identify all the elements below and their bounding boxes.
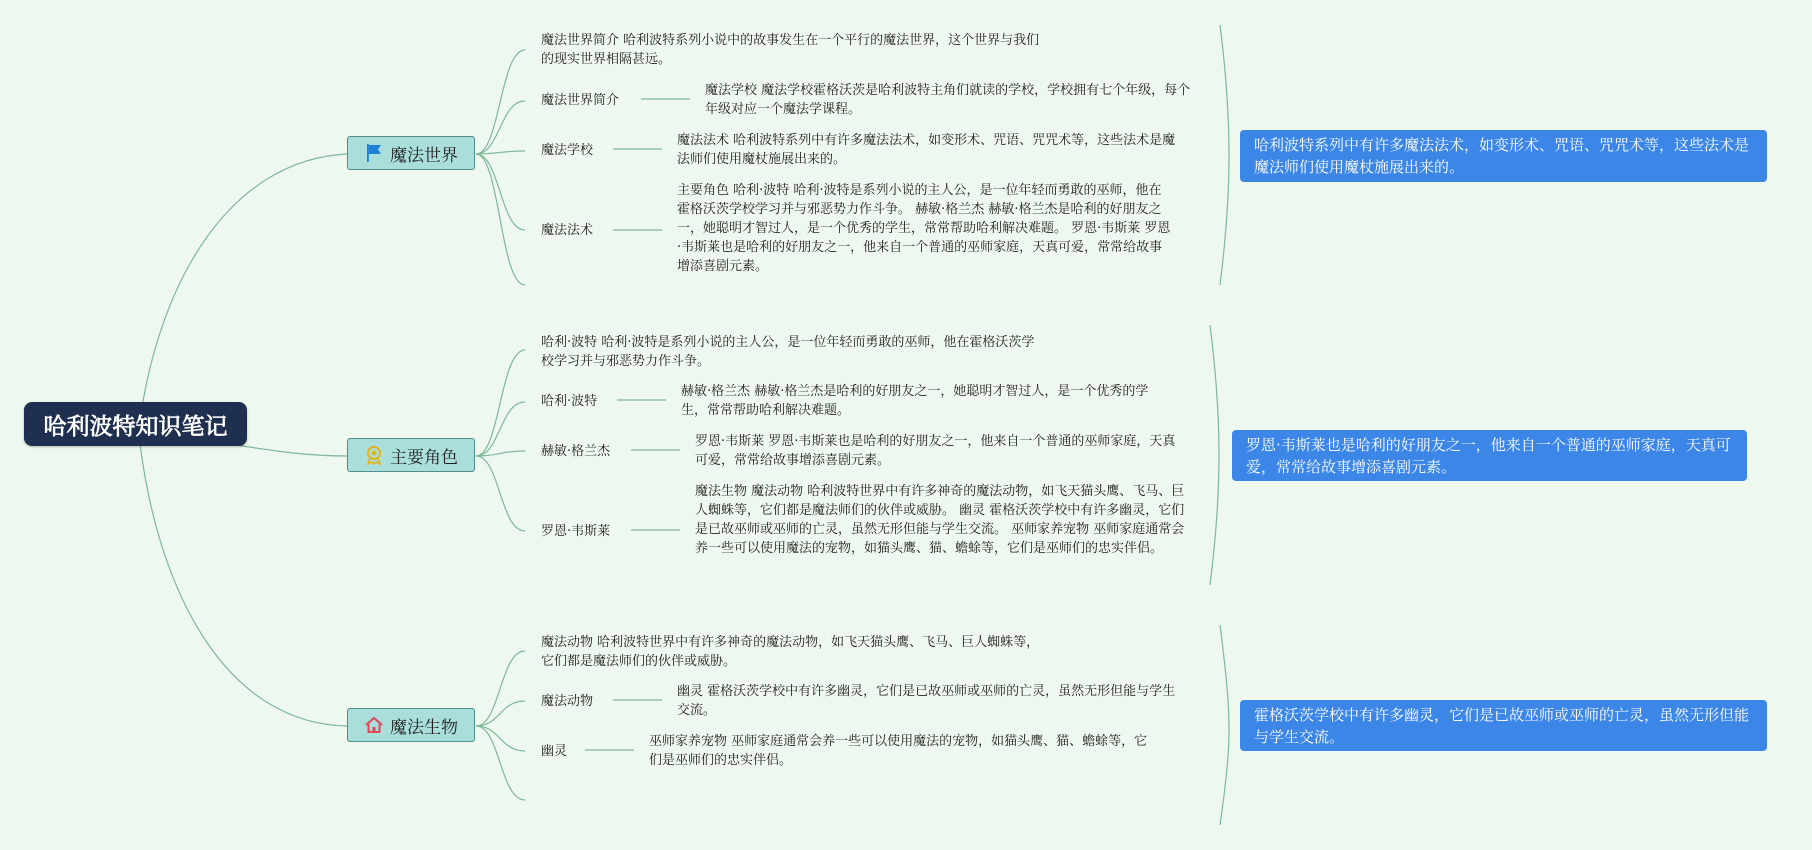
root-topic-label: 哈利波特知识笔记 xyxy=(43,413,228,440)
item-label[interactable]: 赫敏·格兰杰 xyxy=(541,444,611,459)
branch-label: 魔法世界 xyxy=(390,145,458,166)
connector-root-characters xyxy=(230,444,347,456)
summary-box-characters[interactable] xyxy=(1232,430,1747,481)
item-detail-text: 主要角色 哈利·波特 哈利·波特是系列小说的主人公，是一位年轻而勇敢的巫师，他在霍格沃茨学校学习并与邪恶势力作斗争。 赫敏·格兰杰 赫敏·格兰杰是哈利的好朋友之一，她聪明才智过人，是一个优秀的学生，常常帮助哈利解决难题。 罗恩·韦斯莱 罗恩·韦斯莱也是哈利的好朋友之一，他来自一个普通的巫师家庭，天真可爱，常常给故事增添喜剧元素。 xyxy=(677,183,1171,274)
branch-magic-creatures[interactable] xyxy=(347,708,475,742)
item-detail-text: 巫师家养宠物 巫师家庭通常会养一些可以使用魔法的宠物，如猫头鹰、猫、蟾蜍等，它们是巫师们的忠实伴侣。 xyxy=(649,734,1148,768)
item-label[interactable]: 魔法学校 xyxy=(541,143,594,158)
branch-label: 主要角色 xyxy=(390,447,458,468)
root-topic[interactable] xyxy=(24,402,247,446)
connector-root-creatures xyxy=(140,444,347,726)
item-detail-text: 幽灵 霍格沃茨学校中有许多幽灵，它们是已故巫师或巫师的亡灵，虽然无形但能与学生交流。 xyxy=(677,684,1176,718)
branch-main-characters[interactable] xyxy=(347,438,475,472)
item-label[interactable]: 幽灵 xyxy=(541,744,568,759)
item-label[interactable]: 魔法法术 xyxy=(541,223,594,238)
branch-creatures-header-text: 魔法动物 哈利波特世界中有许多神奇的魔法动物，如飞天猫头鹰、飞马、巨人蜘蛛等，它们都是魔法师们的伙伴或威胁。 xyxy=(541,635,1040,669)
connector-root-world xyxy=(140,154,347,420)
summary-bracket-creatures xyxy=(1220,625,1229,825)
summary-box-world[interactable] xyxy=(1240,130,1767,182)
branch-characters-header-text: 哈利·波特 哈利·波特是系列小说的主人公，是一位年轻而勇敢的巫师，他在霍格沃茨学校学习并与邪恶势力作斗争。 xyxy=(541,335,1035,369)
item-detail-text: 赫敏·格兰杰 赫敏·格兰杰是哈利的好朋友之一，她聪明才智过人，是一个优秀的学生，常常帮助哈利解决难题。 xyxy=(681,384,1149,418)
item-detail-text: 魔法生物 魔法动物 哈利波特世界中有许多神奇的魔法动物，如飞天猫头鹰、飞马、巨人蜘蛛等，它们都是魔法师们的伙伴或威胁。 幽灵 霍格沃茨学校中有许多幽灵，它们是已故巫师或巫师的亡灵，虽然无形但能与学生交流。 巫师家养宠物 巫师家庭通常会养一些可以使用魔法的宠物，如猫头鹰、猫、蟾蜍等，它们是巫师们的忠实伴侣。 xyxy=(695,484,1185,556)
item-detail-text: 罗恩·韦斯莱 罗恩·韦斯莱也是哈利的好朋友之一，他来自一个普通的巫师家庭，天真可爱，常常给故事增添喜剧元素。 xyxy=(695,434,1176,468)
item-detail-text: 魔法法术 哈利波特系列中有许多魔法法术，如变形术、咒语、咒咒术等，这些法术是魔法师们使用魔杖施展出来的。 xyxy=(677,133,1176,167)
summary-bracket-world xyxy=(1220,25,1229,285)
branch-label: 魔法生物 xyxy=(390,717,458,738)
item-detail-text: 魔法学校 魔法学校霍格沃茨是哈利波特主角们就读的学校，学校拥有七个年级，每个年级对应一个魔法学课程。 xyxy=(705,83,1191,117)
summary-text: 哈利波特系列中有许多魔法法术，如变形术、咒语、咒咒术等，这些法术是魔法师们使用魔杖施展出来的。 xyxy=(1254,136,1750,176)
item-label[interactable]: 罗恩·韦斯莱 xyxy=(541,524,611,539)
house-icon xyxy=(364,715,384,735)
flag-icon xyxy=(364,143,384,163)
summary-text: 霍格沃茨学校中有许多幽灵，它们是已故巫师或巫师的亡灵，虽然无形但能与学生交流。 xyxy=(1254,706,1750,746)
branch-magic-world[interactable] xyxy=(347,136,475,170)
summary-text: 罗恩·韦斯莱也是哈利的好朋友之一，他来自一个普通的巫师家庭，天真可爱，常常给故事增添喜剧元素。 xyxy=(1246,436,1731,476)
item-label[interactable]: 魔法动物 xyxy=(541,694,594,709)
summary-box-creatures[interactable] xyxy=(1240,700,1767,751)
branch-world-header-text: 魔法世界简介 哈利波特系列小说中的故事发生在一个平行的魔法世界，这个世界与我们的现实世界相隔甚远。 xyxy=(541,33,1040,67)
item-label[interactable]: 哈利·波特 xyxy=(541,394,598,409)
item-label[interactable]: 魔法世界简介 xyxy=(541,93,620,108)
medal-icon xyxy=(364,445,384,465)
summary-bracket-characters xyxy=(1210,325,1219,585)
